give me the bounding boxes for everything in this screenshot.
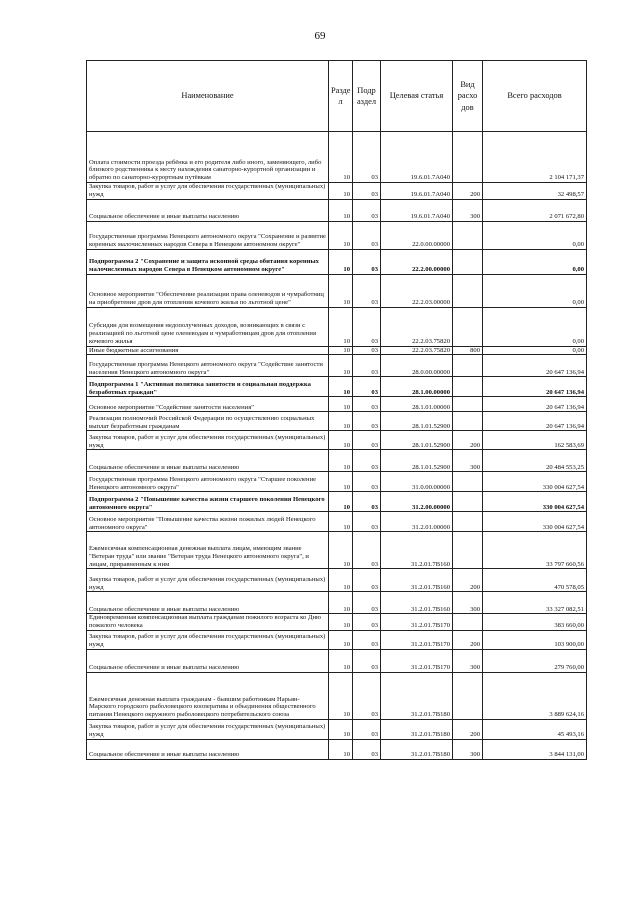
header-row <box>87 61 587 132</box>
row-subsection: 03 <box>353 450 381 472</box>
row-subsection: 03 <box>353 569 381 592</box>
row-name: Социальное обеспечение и иные выплаты населению <box>87 592 329 614</box>
row-total: 0,00 <box>483 274 587 307</box>
row-total: 3 844 131,00 <box>483 739 587 759</box>
row-total: 20 647 136,94 <box>483 377 587 397</box>
row-kind <box>453 412 483 431</box>
table-row <box>87 183 587 200</box>
row-subsection: 03 <box>353 649 381 672</box>
row-section: 10 <box>329 592 353 614</box>
table-row <box>87 592 587 614</box>
table-row <box>87 412 587 431</box>
row-name: Субсидии для возмещения недополученных доходов, возникающих в связи с реализацией по льготной цене оленеводам и чумработницам дров для отопления кочевого жилья <box>87 307 329 346</box>
row-article: 22.2.03.75820 <box>381 346 453 355</box>
table-row <box>87 450 587 472</box>
row-name: Социальное обеспечение и иные выплаты населению <box>87 739 329 759</box>
row-name: Основное мероприятие "Повышение качества жизни пожилых людей Ненецкого автономного округа" <box>87 512 329 532</box>
row-total: 32 498,57 <box>483 183 587 200</box>
row-total: 383 660,00 <box>483 614 587 631</box>
row-article: 22.2.03.00000 <box>381 274 453 307</box>
row-kind <box>453 492 483 512</box>
row-kind <box>453 512 483 532</box>
row-section: 10 <box>329 377 353 397</box>
row-name: Ежемесячная денежная выплата гражданам - бывшим работникам Нарьян-Марского городского рыболовецкого кооператива и объединения общественного питания Ненецкого окружного рыболовецкого потребительского союза <box>87 672 329 719</box>
row-article: 31.2.01.7В170 <box>381 630 453 649</box>
row-total: 0,00 <box>483 307 587 346</box>
row-subsection: 03 <box>353 132 381 183</box>
row-article: 31.2.01.7В160 <box>381 569 453 592</box>
row-section: 10 <box>329 183 353 200</box>
row-kind: 200 <box>453 719 483 739</box>
row-total: 2 071 672,80 <box>483 199 587 221</box>
row-section: 10 <box>329 346 353 355</box>
row-subsection: 03 <box>353 614 381 631</box>
row-article: 31.2.01.7В180 <box>381 672 453 719</box>
row-name: Подпрограмма 2 "Повышение качества жизни старшего поколения Ненецкого автономного округа" <box>87 492 329 512</box>
row-kind <box>453 614 483 631</box>
row-total: 20 484 553,25 <box>483 450 587 472</box>
row-section: 10 <box>329 355 353 377</box>
row-name: Единовременная компенсационная выплата гражданам пожилого возраста ко Дню пожилого человека <box>87 614 329 631</box>
row-name: Подпрограмма 2 "Сохранение и защита исконной среды обитания коренных малочисленных народов Севера в Ненецком автономном округе" <box>87 249 329 274</box>
row-article: 31.2.01.7В160 <box>381 532 453 569</box>
row-article: 31.2.01.00000 <box>381 512 453 532</box>
row-name: Ежемесячная компенсационная денежная выплата лицам, имеющим звание "Ветеран труда" или звание "Ветеран труда Ненецкого автономного округа", и лицам, приравненным к ним <box>87 532 329 569</box>
table-row <box>87 649 587 672</box>
row-kind <box>453 355 483 377</box>
table-row <box>87 492 587 512</box>
row-total: 330 004 627,54 <box>483 472 587 492</box>
row-kind: 300 <box>453 199 483 221</box>
row-total: 0,00 <box>483 221 587 249</box>
table-row <box>87 614 587 631</box>
row-kind: 200 <box>453 183 483 200</box>
row-article: 28.1.01.00000 <box>381 397 453 412</box>
row-subsection: 03 <box>353 307 381 346</box>
row-name: Закупка товаров, работ и услуг для обеспечения государственных (муниципальных) нужд <box>87 630 329 649</box>
row-kind <box>453 532 483 569</box>
row-name: Закупка товаров, работ и услуг для обеспечения государственных (муниципальных) нужд <box>87 719 329 739</box>
row-section: 10 <box>329 569 353 592</box>
row-kind <box>453 672 483 719</box>
row-name: Основное мероприятие "Обеспечение реализации права оленеводов и чумработниц на приобретение дров для отопления кочевого жилья по льготной цене" <box>87 274 329 307</box>
row-section: 10 <box>329 649 353 672</box>
header-section: Разде л <box>329 61 353 132</box>
row-section: 10 <box>329 492 353 512</box>
row-article: 31.2.00.00000 <box>381 492 453 512</box>
row-kind: 300 <box>453 649 483 672</box>
header-article: Целевая статья <box>381 61 453 132</box>
row-section: 10 <box>329 512 353 532</box>
row-total: 45 493,16 <box>483 719 587 739</box>
row-section: 10 <box>329 614 353 631</box>
row-name: Основное мероприятие "Содействие занятости населения" <box>87 397 329 412</box>
row-article: 31.2.01.7В160 <box>381 592 453 614</box>
row-kind: 200 <box>453 630 483 649</box>
row-name: Оплата стоимости проезда ребёнка и его родителя либо иного, заменяющего, либо близкого родственника к месту нахождения санаторно-курортной организации и обратно по санаторно-курортным путёвкам <box>87 132 329 183</box>
row-kind <box>453 307 483 346</box>
row-total: 2 104 171,37 <box>483 132 587 183</box>
table-row <box>87 512 587 532</box>
row-subsection: 03 <box>353 412 381 431</box>
row-kind <box>453 221 483 249</box>
row-subsection: 03 <box>353 672 381 719</box>
row-article: 31.2.01.7В180 <box>381 719 453 739</box>
row-section: 10 <box>329 249 353 274</box>
table-row <box>87 719 587 739</box>
row-article: 19.6.01.7А040 <box>381 199 453 221</box>
row-article: 28.1.01.52900 <box>381 450 453 472</box>
row-kind: 200 <box>453 431 483 450</box>
table-row <box>87 346 587 355</box>
table-row <box>87 672 587 719</box>
table-row <box>87 307 587 346</box>
row-subsection: 03 <box>353 592 381 614</box>
header-subsection: Подр аздел <box>353 61 381 132</box>
row-total: 330 004 627,54 <box>483 512 587 532</box>
row-total: 162 583,69 <box>483 431 587 450</box>
row-kind <box>453 397 483 412</box>
row-subsection: 03 <box>353 532 381 569</box>
table-row <box>87 355 587 377</box>
row-subsection: 03 <box>353 183 381 200</box>
row-total: 33 327 082,51 <box>483 592 587 614</box>
table-row <box>87 472 587 492</box>
row-article: 22.0.00.00000 <box>381 221 453 249</box>
row-subsection: 03 <box>353 472 381 492</box>
row-article: 22.2.00.00000 <box>381 249 453 274</box>
table-row <box>87 630 587 649</box>
row-name: Закупка товаров, работ и услуг для обеспечения государственных (муниципальных) нужд <box>87 183 329 200</box>
row-kind: 200 <box>453 569 483 592</box>
row-name: Закупка товаров, работ и услуг для обеспечения государственных (муниципальных) нужд <box>87 431 329 450</box>
row-name: Подпрограмма 1 "Активная политика занятости и социальная поддержка безработных граждан" <box>87 377 329 397</box>
row-article: 19.6.01.7А040 <box>381 183 453 200</box>
row-kind <box>453 472 483 492</box>
header-name: Наименование <box>87 61 329 132</box>
row-article: 31.2.01.7В170 <box>381 649 453 672</box>
row-article: 28.1.01.52900 <box>381 412 453 431</box>
row-kind <box>453 377 483 397</box>
row-total: 0,00 <box>483 249 587 274</box>
row-section: 10 <box>329 397 353 412</box>
row-section: 10 <box>329 472 353 492</box>
row-total: 20 647 136,94 <box>483 397 587 412</box>
header-total: Всего расходов <box>483 61 587 132</box>
row-section: 10 <box>329 532 353 569</box>
header-kind: Вид расхо дов <box>453 61 483 132</box>
table-row <box>87 132 587 183</box>
budget-table <box>86 60 587 760</box>
table-row <box>87 397 587 412</box>
row-subsection: 03 <box>353 431 381 450</box>
table-row <box>87 569 587 592</box>
page-number: 69 <box>314 30 326 42</box>
row-kind: 300 <box>453 739 483 759</box>
table-row <box>87 199 587 221</box>
row-kind: 300 <box>453 450 483 472</box>
row-article: 31.2.01.7В180 <box>381 739 453 759</box>
row-article: 31.0.00.00000 <box>381 472 453 492</box>
row-article: 19.6.01.7А040 <box>381 132 453 183</box>
row-subsection: 03 <box>353 397 381 412</box>
table-row <box>87 221 587 249</box>
table-row <box>87 739 587 759</box>
table-row <box>87 377 587 397</box>
table-row <box>87 431 587 450</box>
row-section: 10 <box>329 719 353 739</box>
row-subsection: 03 <box>353 492 381 512</box>
row-total: 470 578,05 <box>483 569 587 592</box>
row-subsection: 03 <box>353 377 381 397</box>
row-kind <box>453 249 483 274</box>
row-subsection: 03 <box>353 630 381 649</box>
row-subsection: 03 <box>353 719 381 739</box>
row-section: 10 <box>329 221 353 249</box>
row-total: 330 004 627,54 <box>483 492 587 512</box>
row-total: 103 900,00 <box>483 630 587 649</box>
row-section: 10 <box>329 630 353 649</box>
row-subsection: 03 <box>353 249 381 274</box>
row-kind: 300 <box>453 592 483 614</box>
table-row <box>87 532 587 569</box>
row-name: Закупка товаров, работ и услуг для обеспечения государственных (муниципальных) нужд <box>87 569 329 592</box>
row-total: 33 797 660,56 <box>483 532 587 569</box>
row-article: 28.0.00.00000 <box>381 355 453 377</box>
row-name: Иные бюджетные ассигнования <box>87 346 329 355</box>
row-kind: 800 <box>453 346 483 355</box>
row-section: 10 <box>329 672 353 719</box>
table-row <box>87 274 587 307</box>
row-section: 10 <box>329 739 353 759</box>
row-subsection: 03 <box>353 355 381 377</box>
row-kind <box>453 274 483 307</box>
row-article: 28.1.01.52900 <box>381 431 453 450</box>
row-total: 20 647 136,94 <box>483 355 587 377</box>
row-name: Государственная программа Ненецкого автономного округа "Сохранение и развитие коренных малочисленных народов Севера в Ненецком автономном округе" <box>87 221 329 249</box>
row-total: 0,00 <box>483 346 587 355</box>
row-name: Социальное обеспечение и иные выплаты населению <box>87 450 329 472</box>
row-article: 22.2.03.75820 <box>381 307 453 346</box>
row-name: Социальное обеспечение и иные выплаты населению <box>87 199 329 221</box>
row-name: Реализация полномочий Российской Федерации по осуществлению социальных выплат безработным гражданам <box>87 412 329 431</box>
row-section: 10 <box>329 132 353 183</box>
row-total: 20 647 136,94 <box>483 412 587 431</box>
row-subsection: 03 <box>353 346 381 355</box>
row-subsection: 03 <box>353 512 381 532</box>
row-name: Социальное обеспечение и иные выплаты населению <box>87 649 329 672</box>
row-name: Государственная программа Ненецкого автономного округа "Содействие занятости населения Ненецкого автономного округа" <box>87 355 329 377</box>
row-kind <box>453 132 483 183</box>
row-section: 10 <box>329 450 353 472</box>
row-section: 10 <box>329 274 353 307</box>
table-row <box>87 249 587 274</box>
row-subsection: 03 <box>353 221 381 249</box>
row-section: 10 <box>329 307 353 346</box>
row-name: Государственная программа Ненецкого автономного округа "Старшее поколение Ненецкого автономного округа" <box>87 472 329 492</box>
row-total: 279 760,00 <box>483 649 587 672</box>
row-section: 10 <box>329 199 353 221</box>
row-subsection: 03 <box>353 199 381 221</box>
row-section: 10 <box>329 412 353 431</box>
row-section: 10 <box>329 431 353 450</box>
row-article: 28.1.00.00000 <box>381 377 453 397</box>
row-total: 3 889 624,16 <box>483 672 587 719</box>
row-subsection: 03 <box>353 274 381 307</box>
row-article: 31.2.01.7В170 <box>381 614 453 631</box>
row-subsection: 03 <box>353 739 381 759</box>
